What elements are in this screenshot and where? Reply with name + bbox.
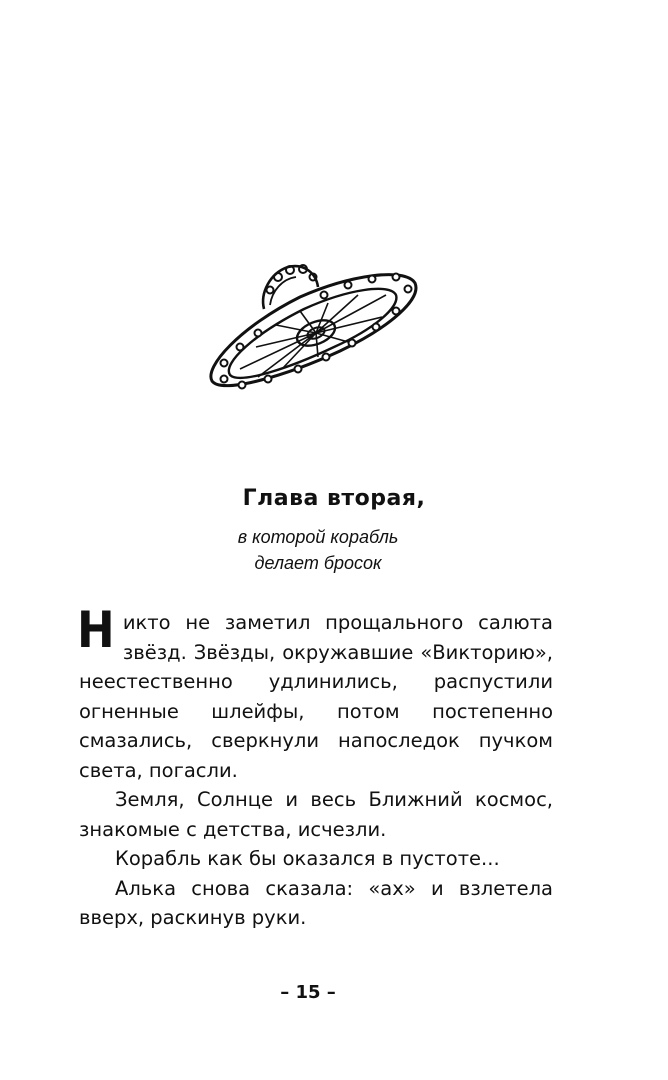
- paragraph-4: Алька снова сказала: «ах» и взлетела вверх, раскинув руки.: [79, 876, 553, 929]
- drop-cap: Н: [77, 601, 115, 659]
- chapter-title: Глава вторая,: [242, 486, 426, 511]
- paragraph-1-text: икто не заметил прощального салюта звёзд. Звёзды, окружавшие «Викторию», неестественно удлинились, распустили огненные шлейфы, потом постепенно смазались, сверкнули напоследок пучком света, погасли.: [79, 611, 553, 782]
- page-number: – 15 –: [280, 982, 336, 1003]
- paragraph-2: Земля, Солнце и весь Ближний космос, знакомые с детства, исчезли.: [79, 788, 553, 841]
- chapter-subtitle-line-2: делает бросок: [254, 553, 382, 573]
- paragraph-1: [77, 601, 553, 785]
- flying-saucer-illustration: [200, 255, 425, 395]
- body-text: [77, 601, 553, 933]
- chapter-subtitle: [0, 524, 636, 576]
- paragraph-3: Корабль как бы оказался в пустоте...: [115, 847, 500, 870]
- chapter-subtitle-line-1: в которой корабль: [237, 527, 399, 547]
- flying-saucer-icon: [200, 255, 425, 395]
